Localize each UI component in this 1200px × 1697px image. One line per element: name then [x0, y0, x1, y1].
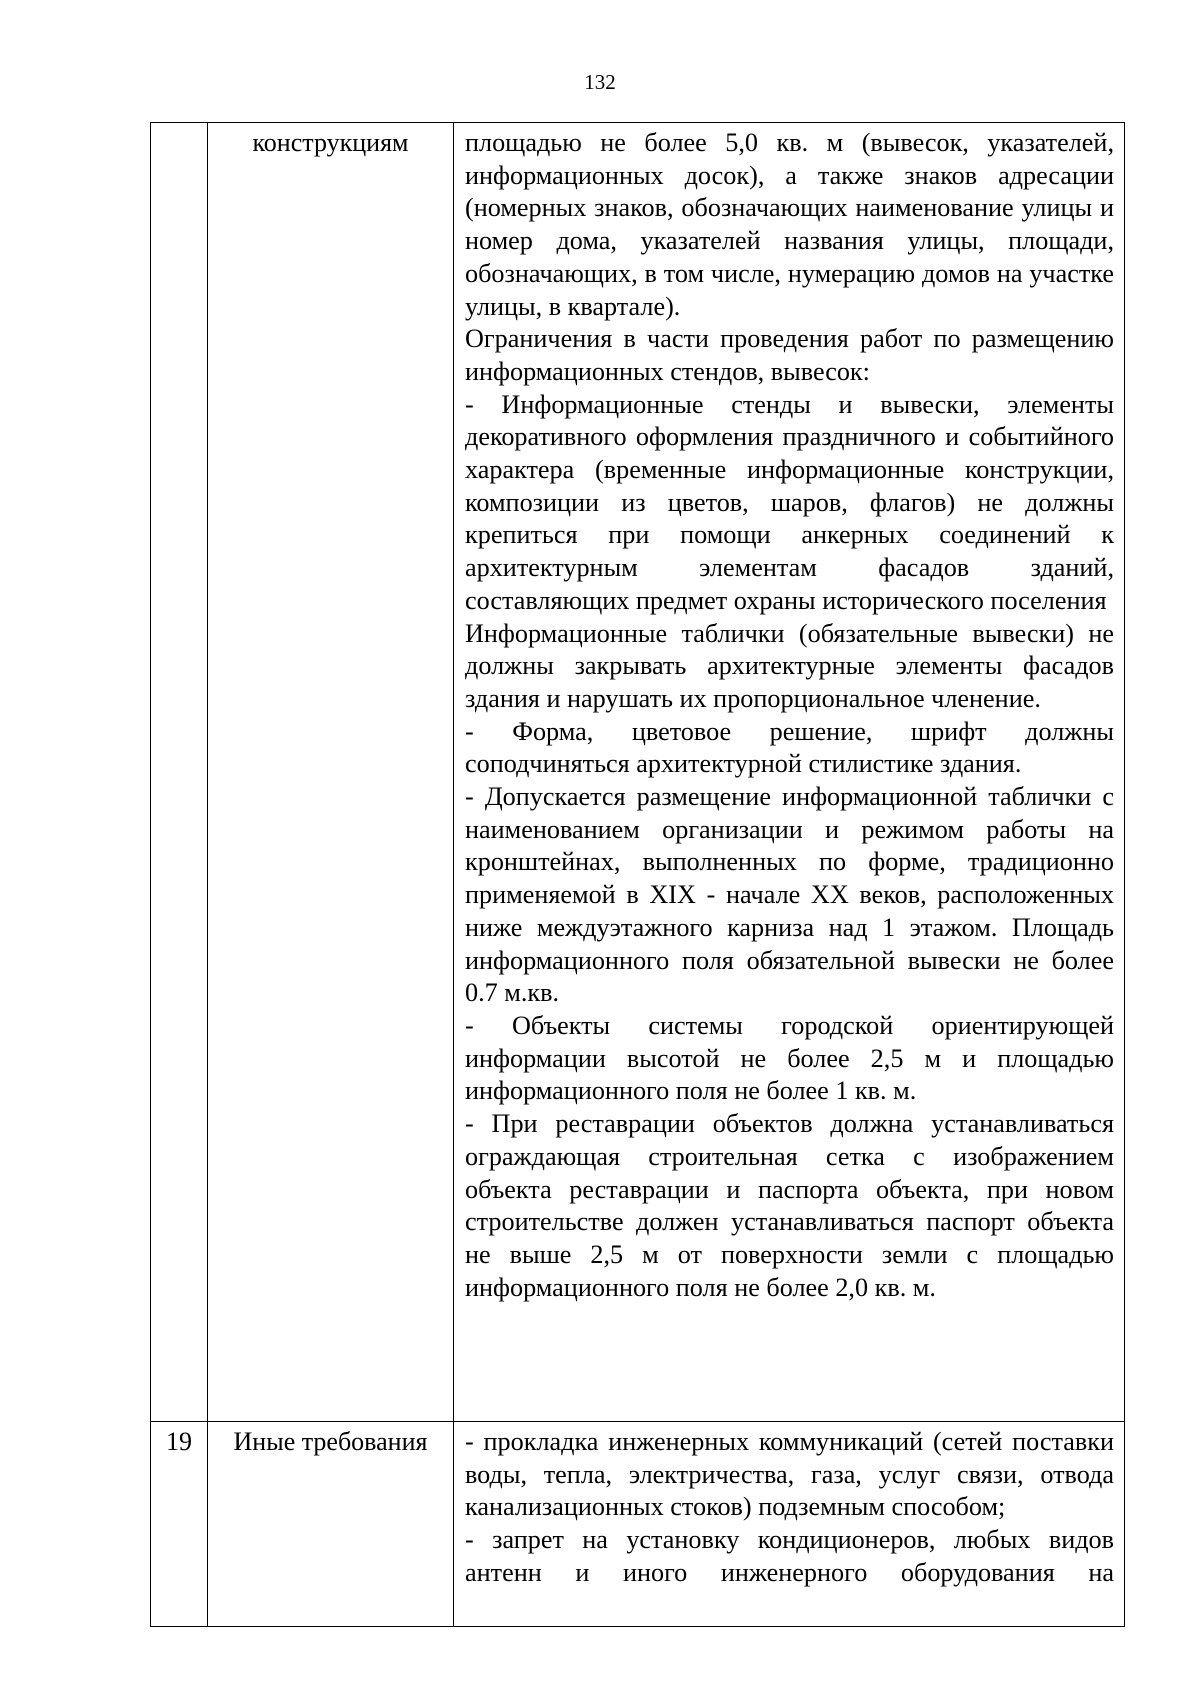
text-paragraph: Ограничения в части проведения работ по размещению информационных стендов, вывесок:: [465, 324, 1114, 386]
text-paragraph: Информационные таблички (обязательные вывески) не должны закрывать архитектурные элементы фасадов здания и нарушать их пропорциональное членение.: [465, 618, 1114, 713]
page-number: 132: [584, 70, 616, 94]
row-number-cell: 19: [151, 1422, 208, 1627]
text-paragraph: - Информационные стенды и вывески, элементы декоративного оформления праздничного и событийного характера (временные информационные конструкции, композиции из цветов, шаров, флагов) не должны крепиться при помощи анкерных соединений к архитектурным элементам фасадов зданий, составляющих предмет охраны исторического поселения: [465, 389, 1114, 615]
table-row: [151, 1422, 1125, 1627]
requirements-table: [150, 122, 1125, 1627]
requirement-text-cell: [454, 123, 1125, 1422]
text-paragraph: - Объекты системы городской ориентирующей информации высотой не более 2,5 м и площадью информационного поля не более 1 кв. м.: [465, 1010, 1114, 1106]
text-paragraph: - прокладка инженерных коммуникаций (сетей поставки воды, тепла, электричества, газа, услуг связи, отвода канализационных стоков) подземным способом;: [465, 1427, 1114, 1522]
text-paragraph: - запрет на установку кондиционеров, любых видов антенн и иного инженерного оборудования на: [465, 1525, 1114, 1587]
requirement-text-cell: [454, 1422, 1125, 1627]
text-paragraph: - Допускается размещение информационной таблички с наименованием организации и режимом работы на кронштейнах, выполненных по форме, традиционно применяемой в XIX - начале XX веков, расположенных ниже междуэтажного карниза над 1 этажом. Площадь информационного поля обязательной вывески не более 0.7 м.кв.: [465, 782, 1114, 1008]
requirement-name-cell: конструкциям: [208, 123, 454, 1422]
requirement-name-cell: Иные требования: [208, 1422, 454, 1627]
text-paragraph: - При реставрации объектов должна устанавливаться ограждающая строительная сетка с изображением объекта реставрации и паспорта объекта, при новом строительстве должен устанавливаться паспорт объекта не выше 2,5 м от поверхности земли с площадью информационного поля не более 2,0 кв. м.: [465, 1109, 1114, 1302]
text-paragraph: - Форма, цветовое решение, шрифт должны соподчиняться архитектурной стилистике здания.: [465, 716, 1114, 779]
table-row: [151, 123, 1125, 1422]
text-paragraph: площадью не более 5,0 кв. м (вывесок, указателей, информационных досок), а также знаков адресации (номерных знаков, обозначающих наименование улицы и номер дома, указателей названия улицы, площади, обозначающих, в том числе, нумерацию домов на участке улицы, в квартале).: [465, 128, 1114, 321]
row-number-cell: [151, 123, 208, 1422]
